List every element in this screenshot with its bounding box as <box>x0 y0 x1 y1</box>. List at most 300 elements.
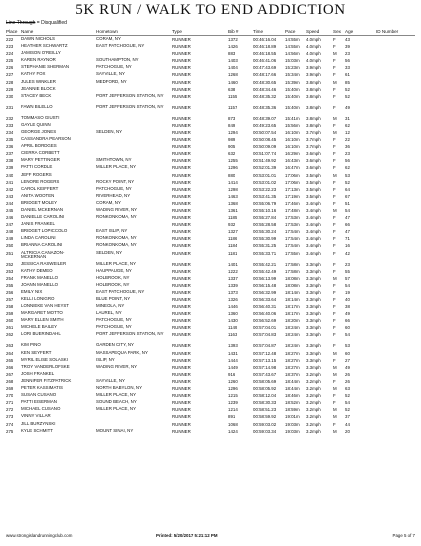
row-type: RUNNER <box>172 428 191 434</box>
row-type: RUNNER <box>172 229 191 235</box>
table-row <box>0 36 421 43</box>
row-time: 00:57:12.48 <box>253 350 277 356</box>
row-hometown: SMITHTOWN, NY <box>96 158 132 163</box>
row-pace: 15:23m <box>285 65 300 71</box>
row-speed: 4.0mph <box>306 58 321 64</box>
row-type: RUNNER <box>172 200 191 206</box>
row-hometown: WADING RIVER, NY <box>96 364 138 369</box>
row-hometown: MILLER PLACE, NY <box>96 407 137 412</box>
row-time: 00:53:01.01 <box>253 172 277 178</box>
row-sex: F <box>333 400 336 406</box>
row-type: RUNNER <box>172 44 191 50</box>
row-place: 275 <box>6 428 14 434</box>
row-sex: F <box>333 137 336 143</box>
table-row <box>0 129 421 136</box>
row-pace: 17:58m <box>285 268 300 274</box>
table-row <box>0 392 421 399</box>
row-hometown: SAYVILLE, NY <box>96 378 125 383</box>
row-type: RUNNER <box>172 129 191 135</box>
row-time: 00:58:59.92 <box>253 414 277 420</box>
row-speed: 3.9mph <box>306 72 321 78</box>
row-speed: 3.5mph <box>306 172 321 178</box>
row-pace: 17:48m <box>285 207 300 213</box>
row-type: RUNNER <box>172 172 191 178</box>
col-hometown: Hometown <box>96 29 118 34</box>
row-hometown: PATCHOGUE, NY <box>96 186 132 191</box>
row-age: 56 <box>345 58 350 64</box>
row-sex: M <box>333 172 337 178</box>
row-age: 53 <box>345 172 350 178</box>
row-pace: 17:06m <box>285 172 300 178</box>
row-pace: 17:46m <box>285 200 300 206</box>
row-age: 19 <box>345 289 350 295</box>
row-pace: 15:39m <box>285 79 300 85</box>
row-time: 00:53:01.02 <box>253 179 277 185</box>
row-bib: 1337 <box>228 275 238 281</box>
row-speed: 3.3mph <box>306 268 321 274</box>
row-type: RUNNER <box>172 325 191 331</box>
col-speed: Speed <box>306 29 320 34</box>
row-speed: 3.6mph <box>306 165 321 171</box>
row-type: RUNNER <box>172 179 191 185</box>
row-bib: 1327 <box>228 229 238 235</box>
table-row <box>0 371 421 378</box>
row-time: 00:50:08.45 <box>253 137 277 143</box>
row-hometown: MILLER PLACE, NY <box>96 165 137 170</box>
row-time: 00:56:33.64 <box>253 297 277 302</box>
row-speed: 3.3mph <box>306 364 321 370</box>
row-name: JAMISON O'REILLY <box>21 51 61 56</box>
row-place: 249 <box>6 236 14 242</box>
row-bib: 1360 <box>228 311 238 317</box>
table-row <box>0 324 421 331</box>
row-age: 42 <box>345 250 350 256</box>
row-place: 242 <box>6 186 14 192</box>
row-age: 67 <box>345 193 350 199</box>
row-place: 227 <box>6 72 14 78</box>
row-name: PETER KASSIMATIS <box>21 386 63 391</box>
row-age: 61 <box>345 72 350 78</box>
row-speed: 3.3mph <box>306 318 321 324</box>
table-row <box>0 364 421 371</box>
row-pace: 15:03m <box>285 58 300 64</box>
row-place: 243 <box>6 193 14 199</box>
row-speed: 4.0mph <box>306 51 321 57</box>
row-speed: 3.3mph <box>306 343 321 349</box>
row-time: 00:46:41.06 <box>253 58 277 64</box>
row-name: JOANN MANELLO <box>21 282 59 287</box>
row-pace: 18:46m <box>285 393 300 399</box>
row-name: ALTRICIA CANAZON-MCKERNAN <box>21 250 65 260</box>
row-hometown: WADING RIVER, NY <box>96 207 138 212</box>
table-row <box>0 79 421 86</box>
row-type: RUNNER <box>172 350 191 356</box>
row-type: RUNNER <box>172 318 191 324</box>
row-type: RUNNER <box>172 297 191 302</box>
row-bib: 1163 <box>228 332 238 338</box>
row-speed: 3.9mph <box>306 65 321 71</box>
row-type: RUNNER <box>172 115 191 121</box>
row-speed: 3.8mph <box>306 104 321 110</box>
row-name: CAROL KEIFFERT <box>21 186 59 191</box>
row-bib: 1372 <box>228 37 238 42</box>
row-type: RUNNER <box>172 332 191 338</box>
table-row <box>0 378 421 385</box>
col-time: Time <box>253 29 264 34</box>
table-row <box>0 406 421 413</box>
table-row <box>0 250 421 261</box>
row-place: 255 <box>6 282 14 288</box>
row-bib: 1430 <box>228 318 238 324</box>
row-place: 235 <box>6 137 14 143</box>
col-place: Place <box>6 29 18 34</box>
row-time: 00:56:40.06 <box>253 311 277 317</box>
row-place: 259 <box>6 311 14 317</box>
row-hometown: MINEOLA, NY <box>96 304 125 309</box>
row-bib: 1426 <box>228 44 238 50</box>
table-row <box>0 296 421 303</box>
row-bib: 1268 <box>228 72 238 78</box>
row-bib: 1401 <box>228 261 238 267</box>
table-row <box>0 303 421 310</box>
row-place: 225 <box>6 58 14 64</box>
row-hometown: RIVERHEAD, NY <box>96 193 131 198</box>
row-pace: 16:10m <box>285 129 300 135</box>
row-name: STACEY BECK <box>21 93 52 98</box>
row-bib: 989 <box>228 137 236 143</box>
row-age: 49 <box>345 311 350 317</box>
row-sex: F <box>333 282 336 288</box>
row-time: 00:50:07.54 <box>253 129 277 135</box>
row-speed: 3.3mph <box>306 357 321 363</box>
row-place: 245 <box>6 207 14 213</box>
row-name: JANIS FRANKEL <box>21 222 55 227</box>
row-hometown: HOLBROOK, NY <box>96 275 130 280</box>
row-place: 262 <box>6 332 14 338</box>
row-name: BRIANNA CAROLINI <box>21 243 63 248</box>
row-sex: F <box>333 215 336 221</box>
row-speed: 3.7mph <box>306 129 321 135</box>
row-name: STEPHANIE SHERMAN <box>21 65 70 70</box>
row-hometown: NORTH BABYLON, NY <box>96 386 143 391</box>
row-bib: 873 <box>228 115 236 121</box>
row-hometown: RONKONKOMA, NY <box>96 243 137 248</box>
row-time: 00:48:17.66 <box>253 72 277 78</box>
row-speed: 3.7mph <box>306 144 321 150</box>
row-sex: F <box>333 193 336 199</box>
row-time: 00:55:28.58 <box>253 222 277 228</box>
row-type: RUNNER <box>172 378 191 384</box>
row-sex: M <box>333 364 337 370</box>
row-name: TOMMASO GIUSTI <box>21 115 60 120</box>
row-name: JEFF ROGERS <box>21 172 52 177</box>
row-type: RUNNER <box>172 86 191 92</box>
table-row <box>0 136 421 143</box>
row-name: DAWN NICHOLS <box>21 37 55 41</box>
table-row <box>0 43 421 50</box>
row-place: 250 <box>6 243 14 249</box>
row-sex: F <box>333 104 336 110</box>
row-bib: 1393 <box>228 343 238 349</box>
row-age: 20 <box>345 428 350 434</box>
row-speed: 3.8mph <box>306 86 321 92</box>
row-bib: 883 <box>228 51 236 57</box>
row-pace: 18:20m <box>285 318 300 324</box>
row-hometown: LAUREL, NY <box>96 311 122 316</box>
row-age: 49 <box>345 364 350 370</box>
row-age: 37 <box>345 414 350 420</box>
row-pace: 18:08m <box>285 275 300 281</box>
row-bib: 1446 <box>228 304 238 310</box>
table-row <box>0 242 421 249</box>
row-age: 23 <box>345 51 350 57</box>
row-type: RUNNER <box>172 311 191 317</box>
row-type: RUNNER <box>172 371 191 377</box>
row-pace: 15:41m <box>285 115 300 121</box>
row-speed: 3.2mph <box>306 421 321 427</box>
row-place: 248 <box>6 229 14 235</box>
row-place: 244 <box>6 200 14 206</box>
row-sex: F <box>333 86 336 92</box>
row-name: TROY VANDERLOFSKE <box>21 364 70 369</box>
row-name: JILL BURZYNSKI <box>21 421 56 426</box>
row-speed: 3.4mph <box>306 236 321 242</box>
row-time: 00:52:01.39 <box>253 165 277 171</box>
table-row <box>0 228 421 235</box>
row-type: RUNNER <box>172 51 191 57</box>
row-hometown: EAST PATCHOGUE, NY <box>96 289 145 294</box>
row-time: 00:55:33.71 <box>253 250 277 256</box>
row-pace: 17:53m <box>285 215 300 221</box>
row-pace: 17:53m <box>285 222 300 228</box>
row-sex: F <box>333 37 336 42</box>
row-time: 00:55:42.21 <box>253 261 277 267</box>
results-table <box>0 36 421 435</box>
row-age: 43 <box>345 37 350 42</box>
row-hometown: SELDEN, NY <box>96 250 123 255</box>
row-pace: 17:58m <box>285 261 300 267</box>
row-bib: 1298 <box>228 186 238 192</box>
row-age: 12 <box>345 129 350 135</box>
row-place: 247 <box>6 222 14 228</box>
row-hometown: EAST PATCHOGUE, NY <box>96 44 145 49</box>
row-type: RUNNER <box>172 304 191 310</box>
row-pace: 18:27m <box>285 357 300 363</box>
row-time: 00:59:03.02 <box>253 421 277 427</box>
row-speed: 3.4mph <box>306 222 321 228</box>
row-hometown: MILLER PLACE, NY <box>96 393 137 398</box>
row-name: DANIELLE CAROLINI <box>21 215 65 220</box>
table-row <box>0 64 421 71</box>
row-speed: 4.0mph <box>306 37 321 42</box>
row-pace: 18:27m <box>285 350 300 356</box>
row-bib: 1185 <box>228 215 238 221</box>
row-name: GEORGE JONES <box>21 129 57 134</box>
row-place: 268 <box>6 378 14 384</box>
col-id-number: ID Number <box>376 29 399 34</box>
table-row <box>0 104 421 115</box>
row-hometown: SAYVILLE, NY <box>96 72 125 77</box>
row-age: 47 <box>345 229 350 235</box>
col-pace: Pace <box>285 29 296 34</box>
row-bib: 1403 <box>228 58 238 64</box>
row-type: RUNNER <box>172 93 191 99</box>
row-place: 261 <box>6 325 14 331</box>
row-sex: M <box>333 275 337 281</box>
table-row <box>0 157 421 164</box>
row-bib: 849 <box>228 122 236 128</box>
row-sex: F <box>333 343 336 349</box>
row-time: 00:58:51.23 <box>253 407 277 413</box>
row-type: RUNNER <box>172 357 191 363</box>
row-speed: 3.2mph <box>306 428 321 434</box>
col-age: Age <box>345 29 354 34</box>
row-time: 00:48:30.65 <box>253 79 277 85</box>
table-row <box>0 186 421 193</box>
row-place: 222 <box>6 37 14 42</box>
table-row <box>0 350 421 357</box>
row-hometown: PATCHOGUE, NY <box>96 318 132 323</box>
table-row <box>0 172 421 179</box>
row-place: 246 <box>6 215 14 221</box>
row-pace: 18:27m <box>285 364 300 370</box>
row-place: 270 <box>6 393 14 399</box>
row-place: 265 <box>6 357 14 363</box>
table-row <box>0 399 421 406</box>
row-type: RUNNER <box>172 72 191 78</box>
row-speed: 3.3mph <box>306 282 321 288</box>
row-place: 258 <box>6 304 14 310</box>
row-time: 00:58:05.69 <box>253 378 277 384</box>
row-type: RUNNER <box>172 151 191 157</box>
table-row <box>0 342 421 349</box>
row-age: 63 <box>345 386 350 392</box>
row-type: RUNNER <box>172 400 191 406</box>
row-name: EMILY NIX <box>21 289 43 294</box>
row-time: 00:57:13.15 <box>253 357 277 363</box>
row-place: 224 <box>6 51 14 57</box>
row-age: 71 <box>345 236 350 242</box>
row-sex: F <box>333 200 336 206</box>
row-age: 64 <box>345 186 350 192</box>
row-age: 85 <box>345 79 350 85</box>
row-name: JOSH FRANKEL <box>21 371 55 376</box>
row-pace: 18:24m <box>285 332 300 338</box>
row-sex: M <box>333 207 337 213</box>
row-time: 00:48:39.07 <box>253 115 277 121</box>
row-name: MARY PETTINGER <box>21 158 60 163</box>
row-time: 00:56:32.99 <box>253 289 277 295</box>
row-sex: F <box>333 93 336 99</box>
row-pace: 19:03m <box>285 421 300 427</box>
row-bib: 1339 <box>228 282 238 288</box>
row-time: 00:56:13.99 <box>253 275 277 281</box>
row-hometown: HAUPPAUGE, NY <box>96 268 132 273</box>
table-row <box>0 71 421 78</box>
row-age: 66 <box>345 318 350 324</box>
row-pace: 16:29m <box>285 151 300 157</box>
row-type: RUNNER <box>172 137 191 143</box>
row-type: RUNNER <box>172 364 191 370</box>
row-pace: 18:37m <box>285 371 300 377</box>
row-age: 47 <box>345 215 350 221</box>
row-age: 51 <box>345 200 350 206</box>
row-place: 239 <box>6 165 14 171</box>
row-name: LONNIEKE VAN HEYST <box>21 304 69 309</box>
row-pace: 19:03m <box>285 428 300 434</box>
table-row <box>0 115 421 122</box>
row-type: RUNNER <box>172 414 191 420</box>
row-bib: 1296 <box>228 386 238 392</box>
row-type: RUNNER <box>172 65 191 71</box>
row-name: PATTI EISERMAN <box>21 400 57 405</box>
row-bib: 1444 <box>228 357 238 363</box>
table-row <box>0 331 421 342</box>
row-name: JENNIFER FITZPATRICK <box>21 378 72 383</box>
row-place: 254 <box>6 275 14 281</box>
row-speed: 3.3mph <box>306 332 321 338</box>
col-bib: Bib # <box>228 29 239 34</box>
row-bib: 1326 <box>228 297 238 302</box>
row-place: 231 <box>6 104 14 110</box>
row-name: KYLE SCHMITT <box>21 428 53 433</box>
row-bib: 1404 <box>228 65 238 71</box>
row-bib: 1463 <box>228 193 238 199</box>
row-bib: 638 <box>228 86 236 92</box>
row-bib: 1184 <box>228 243 238 249</box>
row-hometown: GARDEN CITY, NY <box>96 343 134 348</box>
row-name: MARGARET MOTTO <box>21 311 63 316</box>
row-age: 54 <box>345 332 350 338</box>
row-speed: 3.2mph <box>306 400 321 406</box>
row-place: 252 <box>6 261 14 267</box>
row-sex: F <box>333 318 336 324</box>
row-hometown: ROCKY POINT, NY <box>96 179 135 184</box>
row-sex: F <box>333 65 336 71</box>
row-speed: 3.4mph <box>306 229 321 235</box>
row-age: 52 <box>345 393 350 399</box>
row-hometown: MEDFORD, NY <box>96 79 127 84</box>
row-place: 228 <box>6 79 14 85</box>
row-place: 237 <box>6 151 14 157</box>
col-sex: Sex <box>333 29 341 34</box>
row-time: 00:48:35.32 <box>253 93 277 99</box>
row-time: 00:58:05.92 <box>253 386 277 392</box>
col-type: Type <box>172 29 182 34</box>
row-name: JULES WINKLER <box>21 79 56 84</box>
row-age: 54 <box>345 207 350 213</box>
row-bib: 891 <box>228 414 236 420</box>
row-bib: 1149 <box>228 325 238 331</box>
row-pace: 15:56m <box>285 122 300 128</box>
row-place: 272 <box>6 407 14 413</box>
row-sex: F <box>333 250 336 256</box>
row-age: 60 <box>345 325 350 331</box>
row-sex: F <box>333 44 336 50</box>
row-name: CIERRA CORBETT <box>21 151 60 156</box>
row-sex: M <box>333 414 337 420</box>
row-hometown: MILLER PLACE, NY <box>96 261 137 266</box>
row-pace: 17:55m <box>285 250 300 256</box>
table-row <box>0 261 421 268</box>
row-bib: 1431 <box>228 350 238 356</box>
row-type: RUNNER <box>172 37 191 42</box>
row-type: RUNNER <box>172 421 191 427</box>
row-speed: 3.3mph <box>306 304 321 310</box>
row-speed: 3.3mph <box>306 297 321 302</box>
row-sex: F <box>333 304 336 310</box>
row-age: 55 <box>345 268 350 274</box>
